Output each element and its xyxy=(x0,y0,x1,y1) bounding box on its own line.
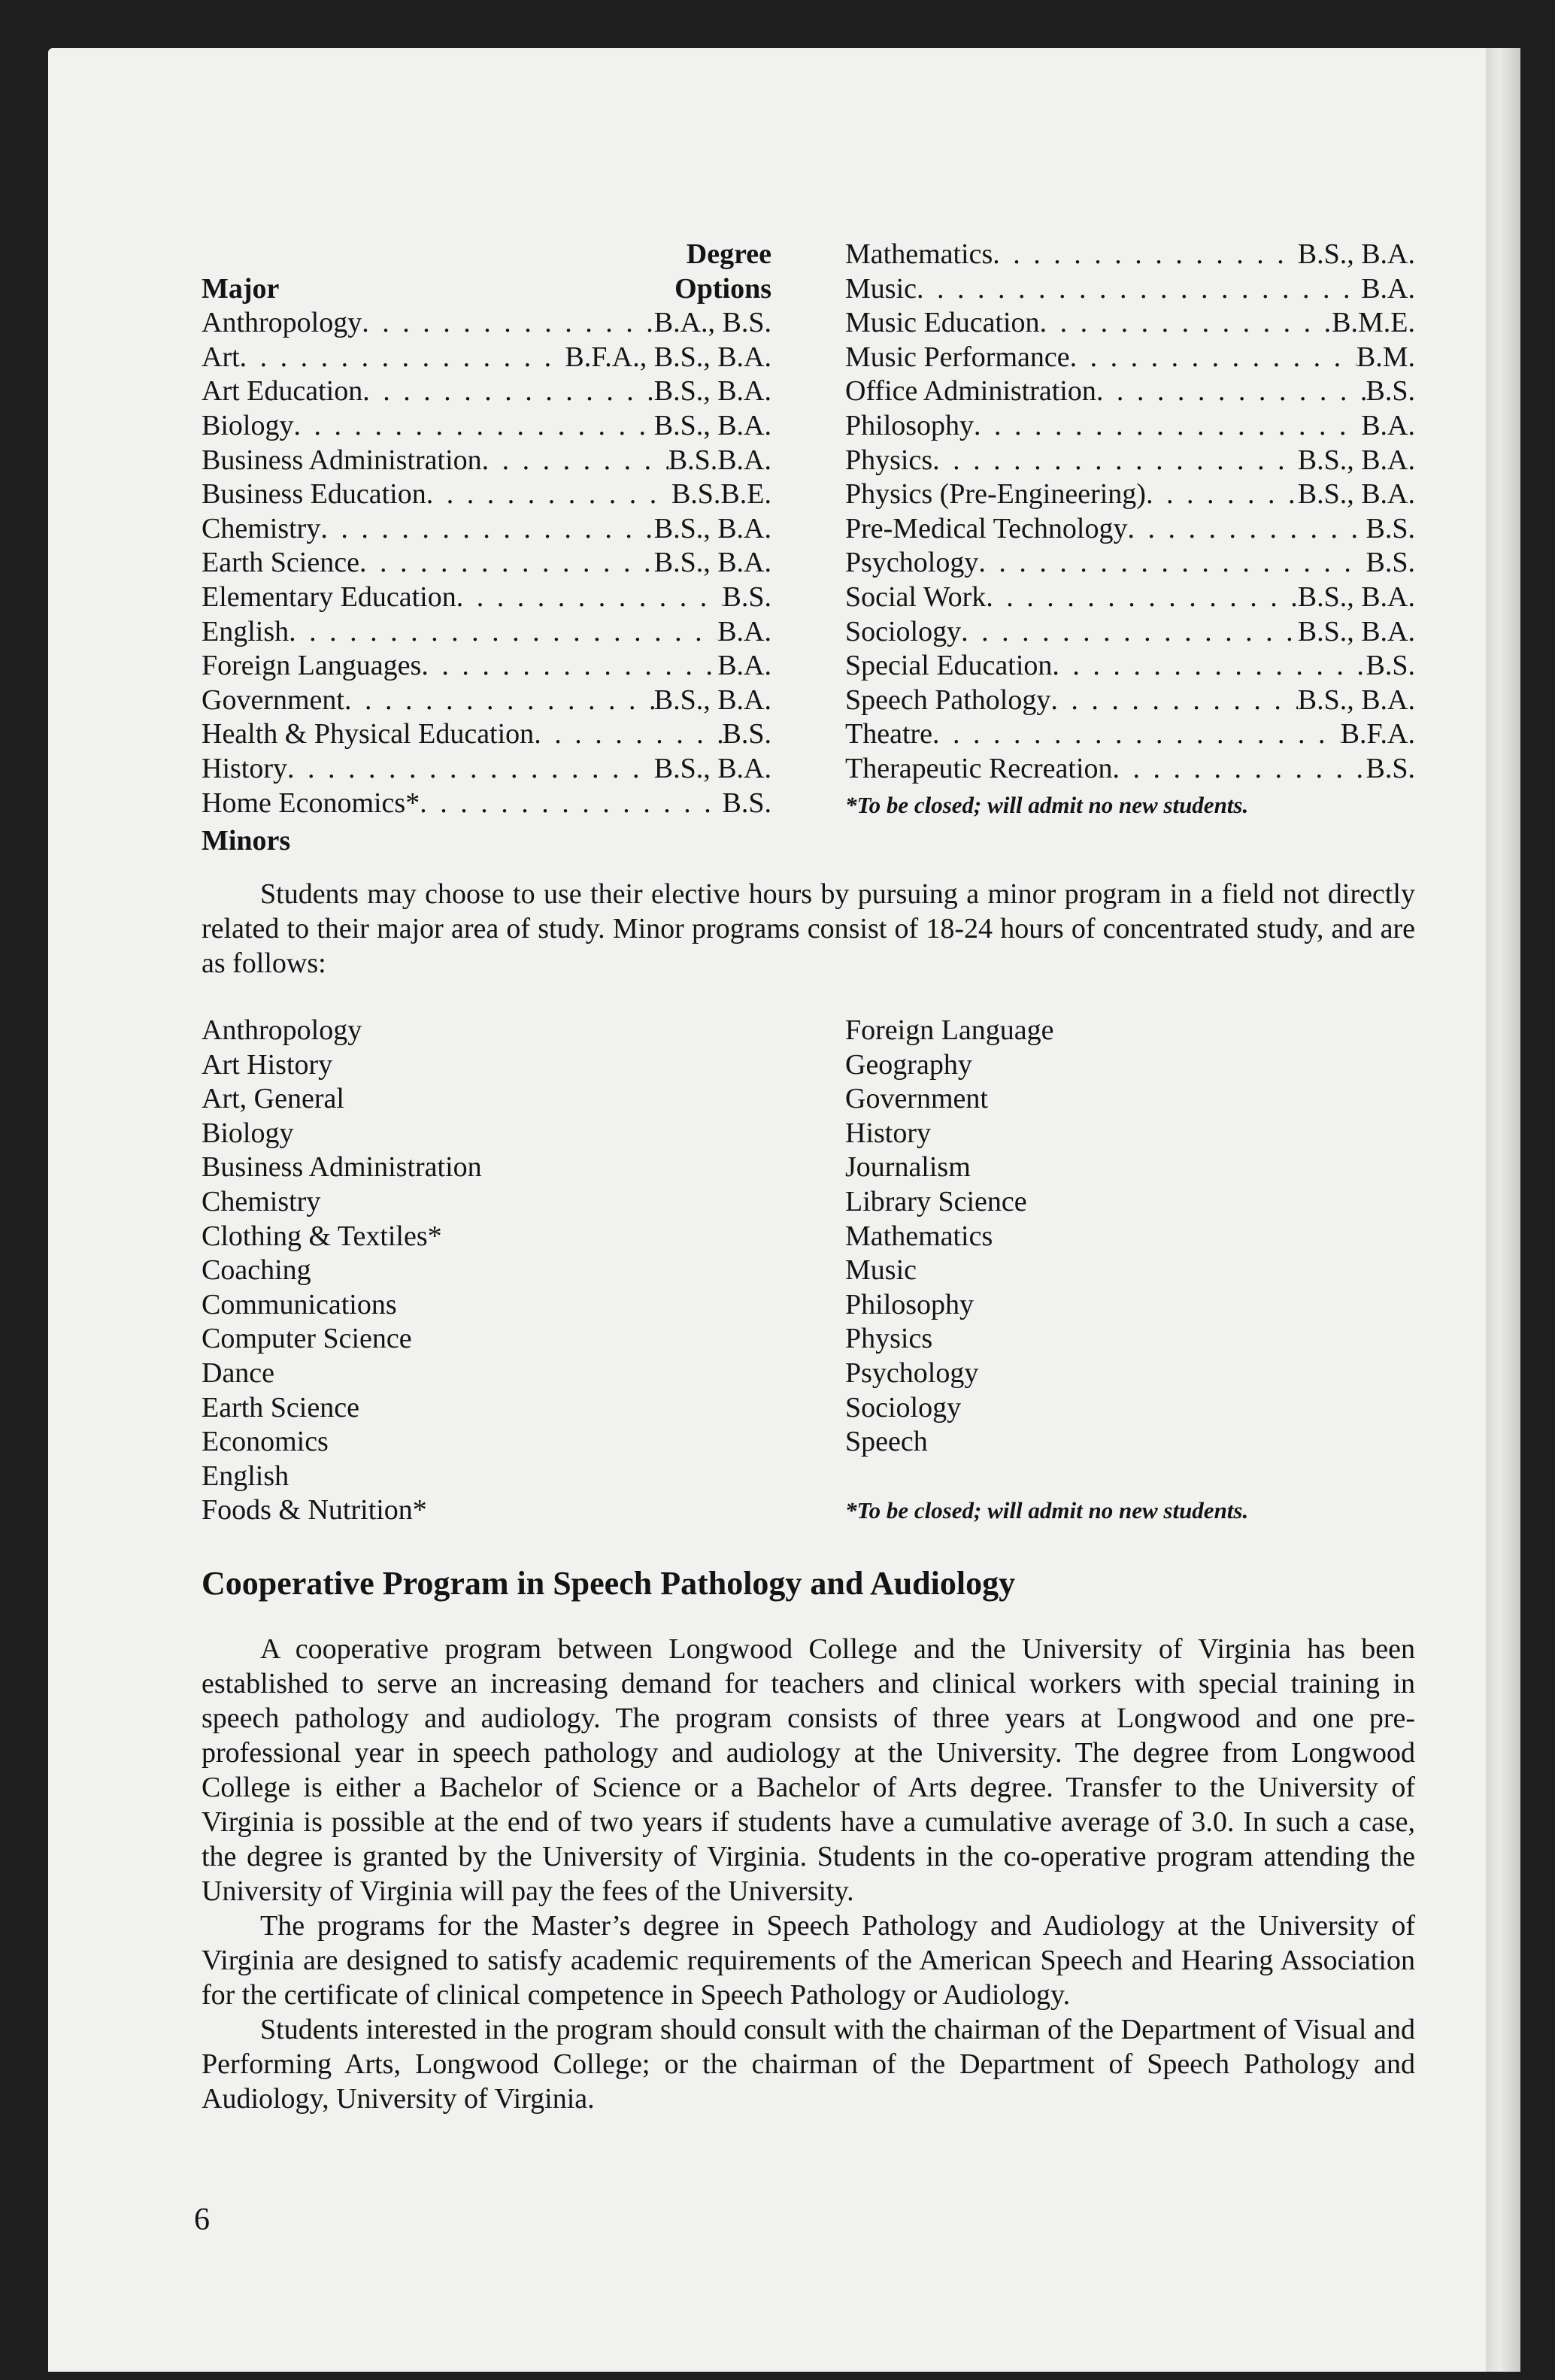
degree-options: B.S., B.A. xyxy=(1297,444,1415,476)
degree-row xyxy=(845,409,1415,444)
degree-options: B.A., B.S. xyxy=(653,307,771,339)
leader-dots xyxy=(917,272,1361,307)
major-name: Office Administration xyxy=(845,375,1096,408)
leader-dots xyxy=(320,512,653,547)
leader-dots xyxy=(362,374,654,409)
minor-item: Anthropology xyxy=(202,1014,362,1046)
minor-item: Mathematics xyxy=(845,1220,993,1252)
major-name: Biology xyxy=(202,409,294,441)
minor-item: Computer Science xyxy=(202,1323,412,1355)
leader-dots xyxy=(359,546,654,581)
degree-options: B.S. xyxy=(1366,752,1415,784)
degree-row xyxy=(845,306,1415,341)
degree-row xyxy=(845,752,1415,787)
major-name: English xyxy=(202,615,289,647)
degree-row xyxy=(845,444,1415,478)
major-name: Mathematics xyxy=(845,238,993,270)
degree-row xyxy=(202,615,771,650)
degree-options: B.S. xyxy=(722,581,771,613)
minor-item: Speech xyxy=(845,1426,928,1458)
degree-options: B.S., B.A. xyxy=(653,547,771,579)
leader-dots xyxy=(986,581,1297,615)
degree-row xyxy=(845,272,1415,307)
major-name: Therapeutic Recreation xyxy=(845,752,1113,784)
degree-row xyxy=(845,615,1415,650)
leader-dots xyxy=(932,444,1298,478)
leader-dots xyxy=(974,409,1361,444)
major-name: Music Performance xyxy=(845,341,1070,373)
major-name: Government xyxy=(202,684,344,716)
page-fold xyxy=(1486,48,1520,2372)
minors-left-column xyxy=(202,1014,771,1528)
degree-row xyxy=(202,581,771,615)
minor-item: English xyxy=(202,1460,289,1492)
major-name: Theatre xyxy=(845,718,933,750)
major-name: Music xyxy=(845,272,917,305)
coop-paragraph-2: The programs for the Master’s degree in Speech Pathology and Audiology at the University of Virginia are designed to satisfy academic requirements of the American Speech and Hearing Association for the certificate of clinical competence in Speech Pathology or Audiology. xyxy=(202,1910,1415,2011)
degrees-footnote: *To be closed; will admit no new students. xyxy=(845,791,1249,818)
degree-row xyxy=(845,649,1415,684)
major-name: Art Education xyxy=(202,375,363,408)
leader-dots xyxy=(456,581,723,615)
degree-row xyxy=(202,478,771,512)
degree-row xyxy=(845,717,1415,752)
leader-dots xyxy=(932,717,1341,752)
minors-intro: Students may choose to use their elective hours by pursuing a minor program in a field not directly related to their major area of study. Minor programs consist of 18-24 hours of concentrated study, and are as follows: xyxy=(202,878,1415,979)
degree-options: B.S., B.A. xyxy=(1297,238,1415,270)
page-number: 6 xyxy=(194,2203,210,2237)
minor-item: Art History xyxy=(202,1048,333,1081)
degree-options: B.S.B.A. xyxy=(668,444,771,476)
degree-options: B.S. xyxy=(722,718,771,750)
leader-dots xyxy=(482,444,668,478)
degree-row xyxy=(202,752,771,787)
minor-item: Foods & Nutrition* xyxy=(202,1494,427,1527)
degree-row xyxy=(202,444,771,478)
degree-options: B.S. xyxy=(1366,512,1415,544)
major-name: Health & Physical Education xyxy=(202,718,535,750)
degrees-left-column xyxy=(202,238,771,820)
leader-dots xyxy=(289,615,717,650)
degrees-right-column xyxy=(845,238,1415,822)
leader-dots xyxy=(420,787,722,821)
header-options: Options xyxy=(674,272,771,305)
coop-paragraph-1: A cooperative program between Longwood College and the University of Virginia has been established to serve an increasing demand for teachers and clinical workers with special training in speech pathology and audiology. The program consists of three years at Longwood and one pre-professional year in speech pathology and audiology at the University. The degree from Longwood College is either a Bachelor of Science or a Bachelor of Arts degree. Transfer to the University of Virginia is possible at the end of two years if students have a cumulative average of 3.0. In such a case, the degree is granted by the University of Virginia. Students in the co-operative program attending the University of Virginia will pay the fees of the University. xyxy=(202,1633,1415,1907)
leader-dots xyxy=(961,615,1298,650)
leader-dots xyxy=(344,684,654,718)
minor-item: Earth Science xyxy=(202,1391,359,1423)
minor-item: Journalism xyxy=(845,1151,971,1184)
leader-dots xyxy=(1146,478,1298,512)
leader-dots xyxy=(287,752,654,787)
major-name: Music Education xyxy=(845,307,1040,339)
leader-dots xyxy=(1096,374,1366,409)
degrees-right-list xyxy=(845,238,1415,787)
minor-item: History xyxy=(845,1117,931,1149)
degree-options: B.S. xyxy=(1366,375,1415,408)
degree-options: B.S., B.A. xyxy=(653,684,771,716)
coop-paragraph-3: Students interested in the program should consult with the chairman of the Department of Visual and Performing Arts, Longwood College; or the chairman of the Department of Speech Pathology and Audiology, University of Virginia. xyxy=(202,2014,1415,2115)
leader-dots xyxy=(421,649,717,684)
degree-options: B.S., B.A. xyxy=(653,512,771,544)
leader-dots xyxy=(978,546,1366,581)
minor-item: Foreign Language xyxy=(845,1014,1054,1046)
leader-dots xyxy=(426,478,671,512)
minor-item: Music xyxy=(845,1254,917,1287)
major-name: Social Work xyxy=(845,581,987,613)
major-name: Psychology xyxy=(845,547,979,579)
header-major: Major xyxy=(202,272,280,305)
major-name: Home Economics* xyxy=(202,787,420,819)
major-name: Elementary Education xyxy=(202,581,456,613)
degree-options: B.A. xyxy=(1361,272,1415,305)
degree-row xyxy=(845,478,1415,512)
degree-options: B.A. xyxy=(1361,409,1415,441)
leader-dots xyxy=(240,341,565,375)
page-content xyxy=(202,238,1415,2116)
degree-row xyxy=(845,581,1415,615)
major-name: Anthropology xyxy=(202,307,362,339)
minors-footnote: *To be closed; will admit no new students. xyxy=(845,1497,1249,1524)
degree-options: B.S.B.E. xyxy=(671,478,771,511)
minor-item: Business Administration xyxy=(202,1151,482,1184)
minor-item: Sociology xyxy=(845,1391,962,1423)
degree-options: B.A. xyxy=(717,615,771,647)
major-name: Earth Science xyxy=(202,547,359,579)
leader-dots xyxy=(993,238,1297,272)
degree-row xyxy=(202,684,771,718)
minors-list xyxy=(202,1014,1415,1555)
minor-item: Biology xyxy=(202,1117,294,1149)
minor-item: Psychology xyxy=(845,1357,979,1389)
leader-dots xyxy=(1070,341,1356,375)
major-name: Speech Pathology xyxy=(845,684,1051,716)
degrees-left-list xyxy=(202,306,771,820)
leader-dots xyxy=(1040,306,1332,341)
degree-row xyxy=(202,717,771,752)
minors-right-column xyxy=(845,1014,1415,1524)
degree-options: B.M.E. xyxy=(1332,307,1415,339)
degree-options: B.S., B.A. xyxy=(1297,684,1415,716)
minors-right-list xyxy=(845,1014,1415,1460)
major-name: Physics xyxy=(845,444,933,476)
major-name: Chemistry xyxy=(202,512,321,544)
header-degree: Degree xyxy=(686,238,771,270)
major-name: Foreign Languages xyxy=(202,650,422,682)
degree-options: B.F.A. xyxy=(1340,718,1415,750)
degree-options: B.S., B.A. xyxy=(1297,478,1415,511)
degree-row xyxy=(845,546,1415,581)
degree-row xyxy=(845,341,1415,375)
degree-options: B.S., B.A. xyxy=(1297,615,1415,647)
major-name: Physics (Pre-Engineering) xyxy=(845,478,1146,511)
minor-item: Geography xyxy=(845,1048,972,1081)
degree-options: B.S., B.A. xyxy=(1297,581,1415,613)
leader-dots xyxy=(1050,684,1297,718)
degree-options: B.S., B.A. xyxy=(653,409,771,441)
minor-item: Chemistry xyxy=(202,1185,321,1217)
degree-row xyxy=(202,546,771,581)
minor-item: Government xyxy=(845,1083,988,1115)
degree-row xyxy=(845,238,1415,272)
minor-item: Library Science xyxy=(845,1185,1027,1217)
minor-item: Communications xyxy=(202,1288,397,1320)
minor-item: Economics xyxy=(202,1426,329,1458)
leader-dots xyxy=(1052,649,1366,684)
degree-row xyxy=(202,787,771,821)
minor-item: Art, General xyxy=(202,1083,344,1115)
degree-options: B.S. xyxy=(722,787,771,819)
degree-options: B.S., B.A. xyxy=(653,752,771,784)
major-name: History xyxy=(202,752,287,784)
degrees-header-row xyxy=(202,272,771,307)
degree-options: B.S., B.A. xyxy=(653,375,771,408)
degree-row xyxy=(845,512,1415,547)
degree-row xyxy=(202,512,771,547)
leader-dots xyxy=(362,306,654,341)
leader-dots xyxy=(1127,512,1366,547)
leader-dots xyxy=(534,717,722,752)
degrees-section xyxy=(202,238,1415,824)
leader-dots xyxy=(1113,752,1366,787)
degree-row xyxy=(845,684,1415,718)
minors-heading: Minors xyxy=(202,825,291,856)
degree-options: B.F.A., B.S., B.A. xyxy=(565,341,771,373)
major-name: Sociology xyxy=(845,615,962,647)
major-name: Business Education xyxy=(202,478,426,511)
major-name: Business Administration xyxy=(202,444,482,476)
major-name: Philosophy xyxy=(845,409,975,441)
major-name: Pre-Medical Technology xyxy=(845,512,1128,544)
leader-dots xyxy=(293,409,653,444)
degree-row xyxy=(202,374,771,409)
major-name: Special Education xyxy=(845,650,1053,682)
degree-options: B.S. xyxy=(1366,547,1415,579)
degree-options: B.S. xyxy=(1366,650,1415,682)
coop-heading: Cooperative Program in Speech Pathology and Audiology xyxy=(202,1565,1016,1602)
degree-options: B.M. xyxy=(1356,341,1415,373)
minor-item: Clothing & Textiles* xyxy=(202,1220,442,1252)
degree-row xyxy=(202,306,771,341)
minor-item: Philosophy xyxy=(845,1288,975,1320)
degree-row xyxy=(202,409,771,444)
degree-row xyxy=(202,341,771,375)
major-name: Art xyxy=(202,341,240,373)
minor-item: Dance xyxy=(202,1357,275,1389)
degree-options: B.A. xyxy=(717,650,771,682)
minor-item: Physics xyxy=(845,1323,933,1355)
minor-item: Coaching xyxy=(202,1254,311,1287)
degree-row xyxy=(202,649,771,684)
degree-row xyxy=(845,374,1415,409)
